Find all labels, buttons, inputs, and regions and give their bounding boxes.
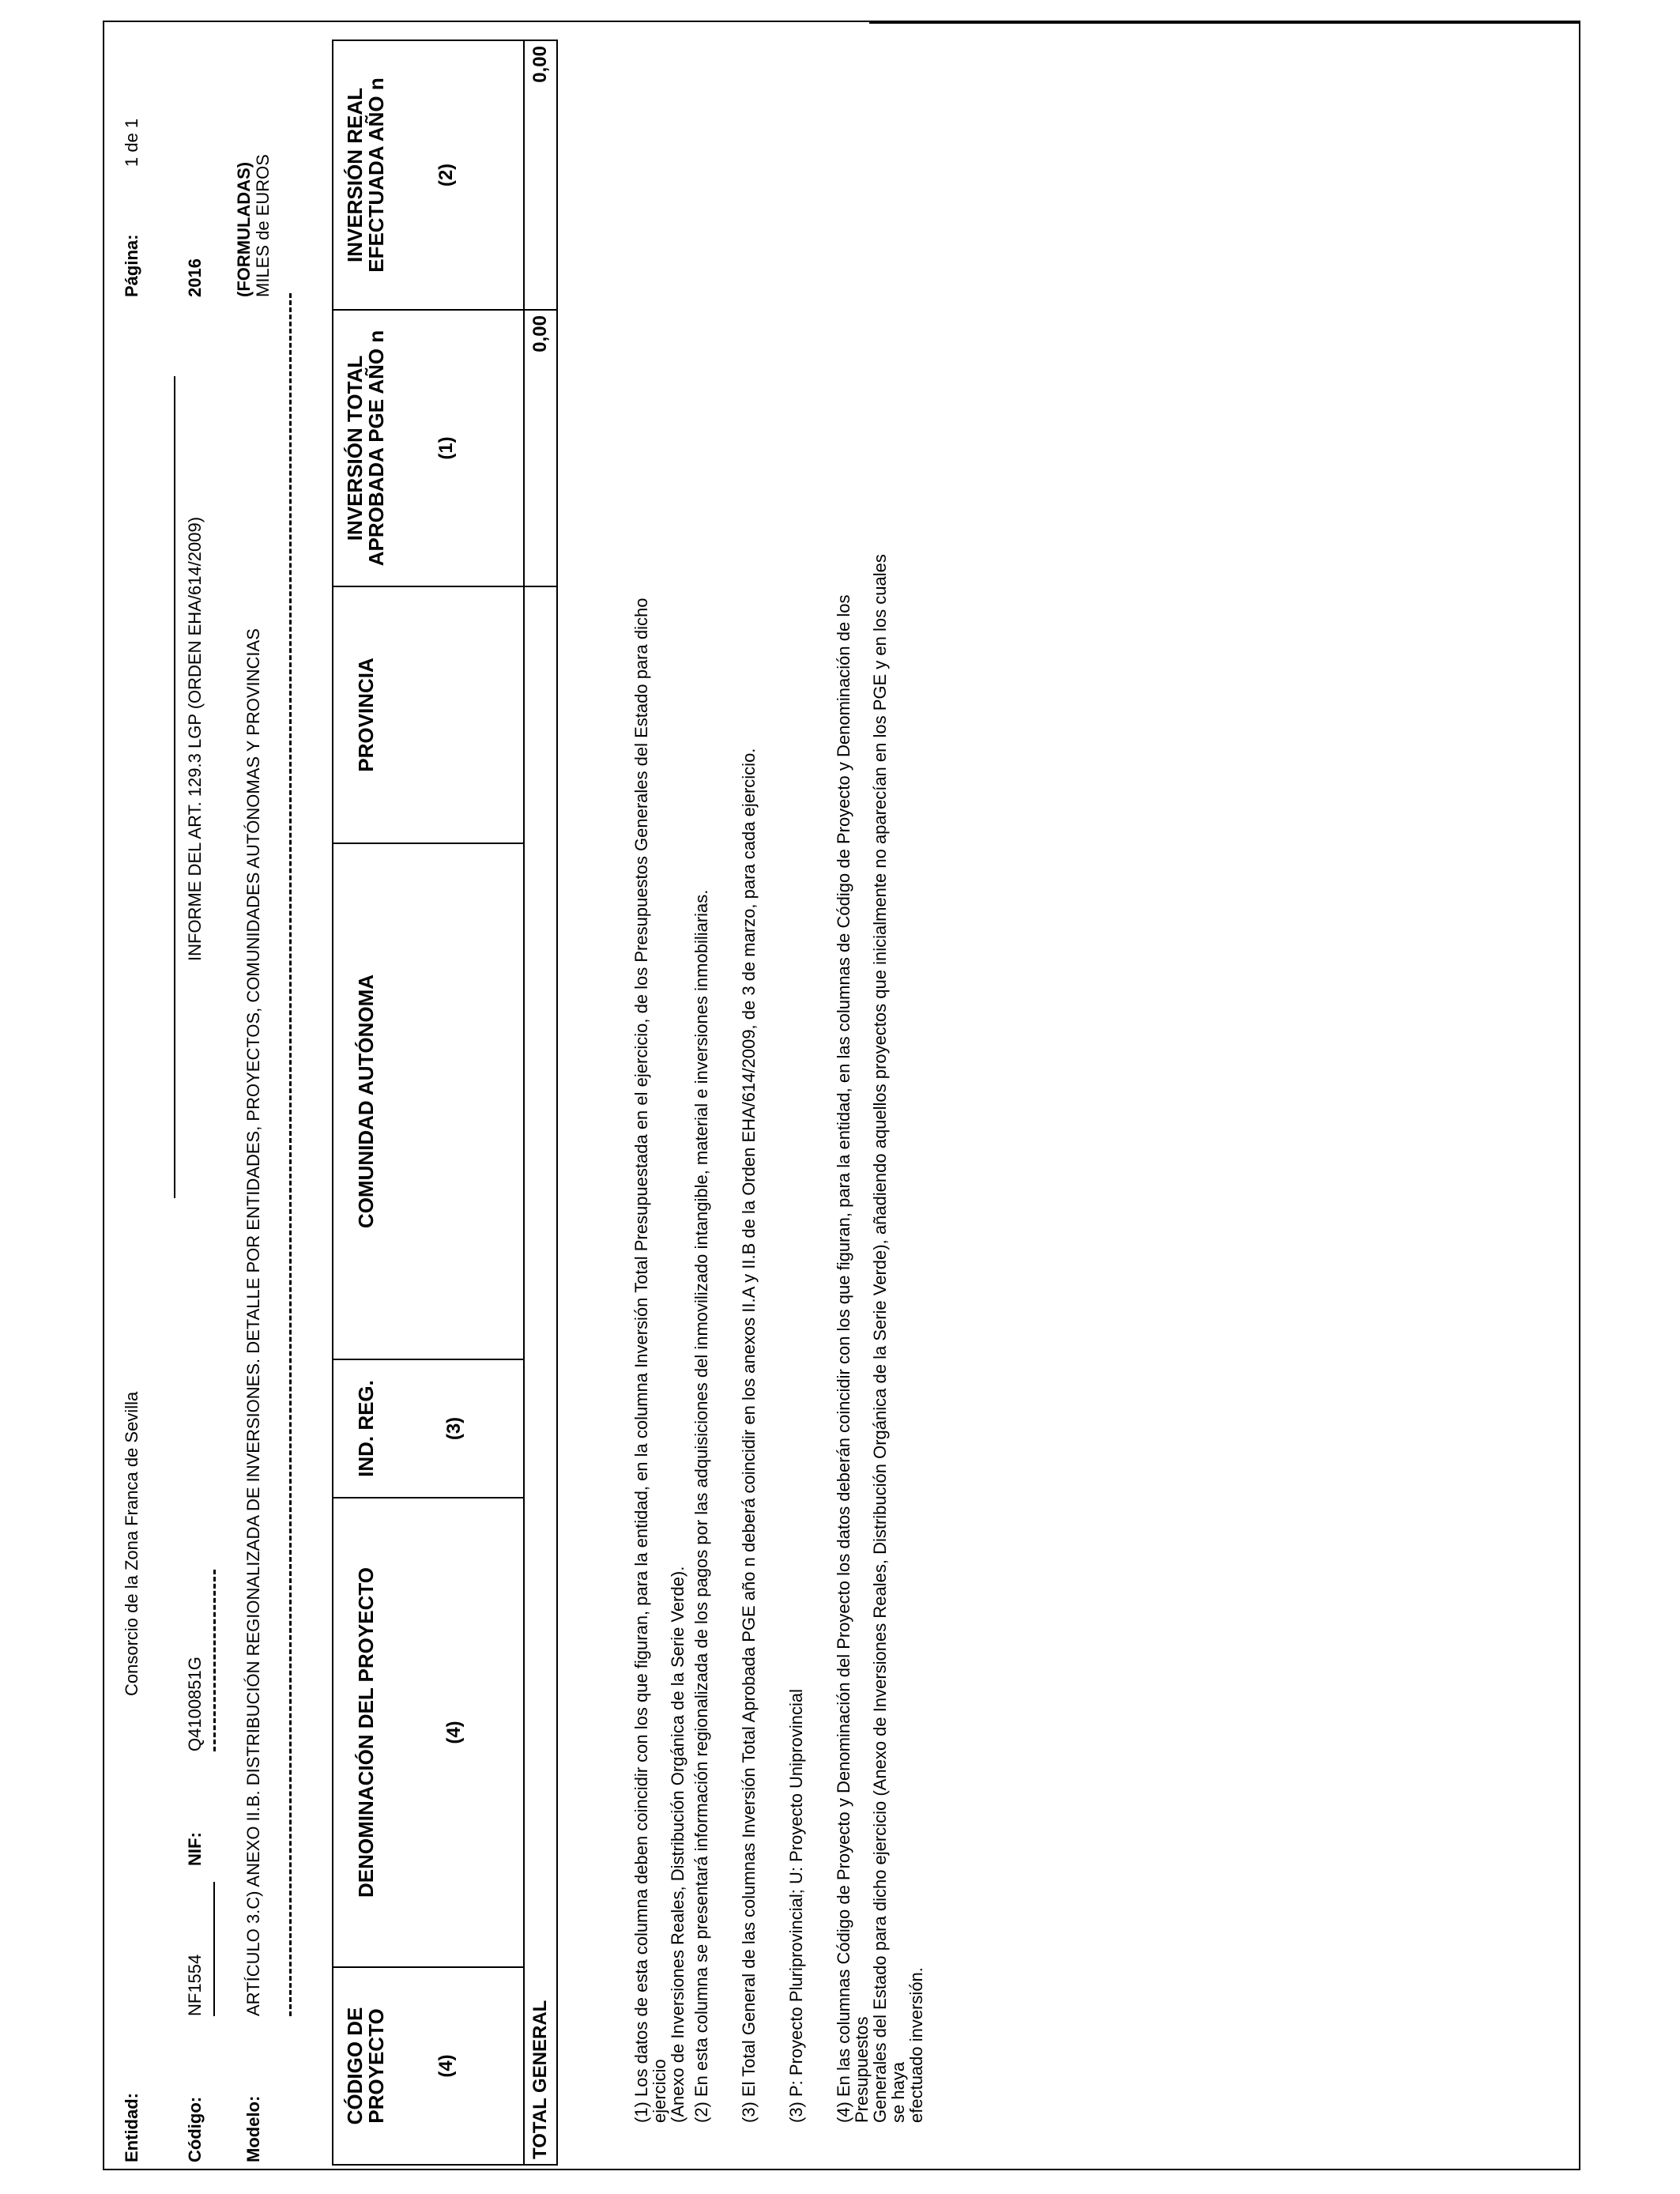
entidad-label: Entidad:	[122, 2093, 141, 2162]
pagina-label: Página:	[122, 234, 141, 297]
footnote-1	[632, 542, 687, 2123]
total-general-label: TOTAL GENERAL	[524, 586, 557, 2165]
footnote-2: (2) En esta columna se presentará información regionalizada de los pagos por las adquisiciones del inmovilizado intangible, material e inversiones inmobiliarias.	[691, 889, 711, 2123]
footnote-4-line1: (4) En las columnas Código de Proyecto y Denominación del Proyecto los datos deberán coincidir con los que figuran, para la entidad, en las columnas de Código de Proyecto y Denominación de los Presupuestos	[834, 594, 872, 2123]
footnote-1-line1: (1) Los datos de esta columna deben coincidir con los que figuran, para la entidad, en la columna Inversión Total Presupuestada en el ejercicio, de los Presupuestos Generales del Estado para dicho ejercicio	[631, 598, 670, 2123]
col-codigo-proyecto	[333, 1967, 524, 2165]
nif-value: Q4100851G	[185, 1657, 205, 1751]
footnote-1-line2: (Anexo de Inversiones Reales, Distribución Orgánica de la Serie Verde).	[668, 1566, 688, 2123]
footnote-4-line3: efectuado inversión.	[906, 1967, 927, 2123]
col-codigo-proyecto-line1: CÓDIGO DE	[343, 2007, 367, 2125]
entidad-value: Consorcio de la Zona Franca de Sevilla	[122, 1391, 141, 1696]
col-inversion-aprobada-line1: INVERSIÓN TOTAL	[343, 355, 367, 541]
col-comunidad-autonoma-label: COMUNIDAD AUTÓNOMA	[354, 974, 378, 1229]
total-efectuada-value: 0,00	[524, 40, 557, 310]
footnote-4-line2: Generales del Estado para dicho ejercicio (Anexo de Inversiones Reales, Distribución Orgánica de la Serie Verde), añadiendo aquellos proyectos que inicialmente no aparecían en los PGE y en los cuales se haya	[870, 554, 909, 2123]
col-provincia	[333, 586, 524, 843]
col-provincia-label: PROVINCIA	[354, 658, 378, 772]
report-year: 2016	[185, 258, 205, 297]
nif-label: NIF:	[185, 1832, 205, 1866]
codigo-underline	[213, 1882, 215, 2016]
total-aprobada-value: 0,00	[524, 310, 557, 586]
modelo-value: ARTÍCULO 3.C) ANEXO II.B. DISTRIBUCIÓN REGIONALIZADA DE INVERSIONES. DETALLE POR ENTIDADES, PROYECTOS, COMUNIDADES AUTÓNOMAS Y PROVINCIAS	[243, 628, 263, 2016]
footnote-4	[834, 542, 925, 2123]
col-inversion-efectuada-line1: INVERSIÓN REAL	[343, 87, 367, 263]
col-denominacion-label: DENOMINACIÓN DEL PROYECTO	[354, 1567, 378, 1898]
codigo-label: Código:	[185, 2096, 205, 2162]
nif-underline	[213, 1570, 216, 1751]
col-codigo-proyecto-ref: (4)	[435, 2054, 457, 2078]
col-inversion-efectuada-ref: (2)	[435, 163, 457, 187]
total-row	[524, 40, 557, 2165]
pagina-value: 1 de 1	[122, 118, 141, 167]
col-inversion-efectuada-line2: EFECTUADA AÑO n	[364, 77, 389, 273]
col-codigo-proyecto-line2: PROYECTO	[364, 2008, 389, 2124]
footnote-3b: (3) P: Proyecto Pluriprovincial; U: Proyecto Uniprovincial	[786, 1689, 806, 2123]
investment-table	[332, 40, 558, 2166]
col-denominacion-ref: (4)	[443, 1721, 465, 1744]
informe-underline	[174, 376, 175, 1198]
footnote-3a: (3) El Total General de las columnas Inversión Total Aprobada PGE año n deberá coincidir en los anexos II.A y II.B de la Orden EHA/614/2009, de 3 de marzo, para cada ejercicio.	[739, 748, 759, 2123]
modelo-label: Modelo:	[243, 2095, 263, 2162]
table-header-row	[333, 40, 524, 2165]
unidades-label: MILES de EUROS	[253, 154, 273, 297]
col-ind-reg-label: IND. REG.	[354, 1380, 378, 1477]
col-ind-reg	[333, 1359, 524, 1498]
col-comunidad-autonoma	[333, 843, 524, 1359]
modelo-underline	[289, 293, 292, 2016]
col-inversion-efectuada	[333, 40, 524, 310]
informe-title: INFORME DEL ART. 129.3 LGP (ORDEN EHA/614/2009)	[185, 516, 205, 961]
col-ind-reg-ref: (3)	[443, 1416, 465, 1441]
formuladas-label: (FORMULADAS)	[234, 161, 254, 297]
col-inversion-aprobada	[333, 310, 524, 586]
col-denominacion	[333, 1498, 524, 1967]
col-inversion-aprobada-line2: APROBADA PGE AÑO n	[364, 330, 389, 567]
col-inversion-aprobada-ref: (1)	[435, 436, 457, 460]
codigo-value: NF1554	[185, 1954, 205, 2016]
